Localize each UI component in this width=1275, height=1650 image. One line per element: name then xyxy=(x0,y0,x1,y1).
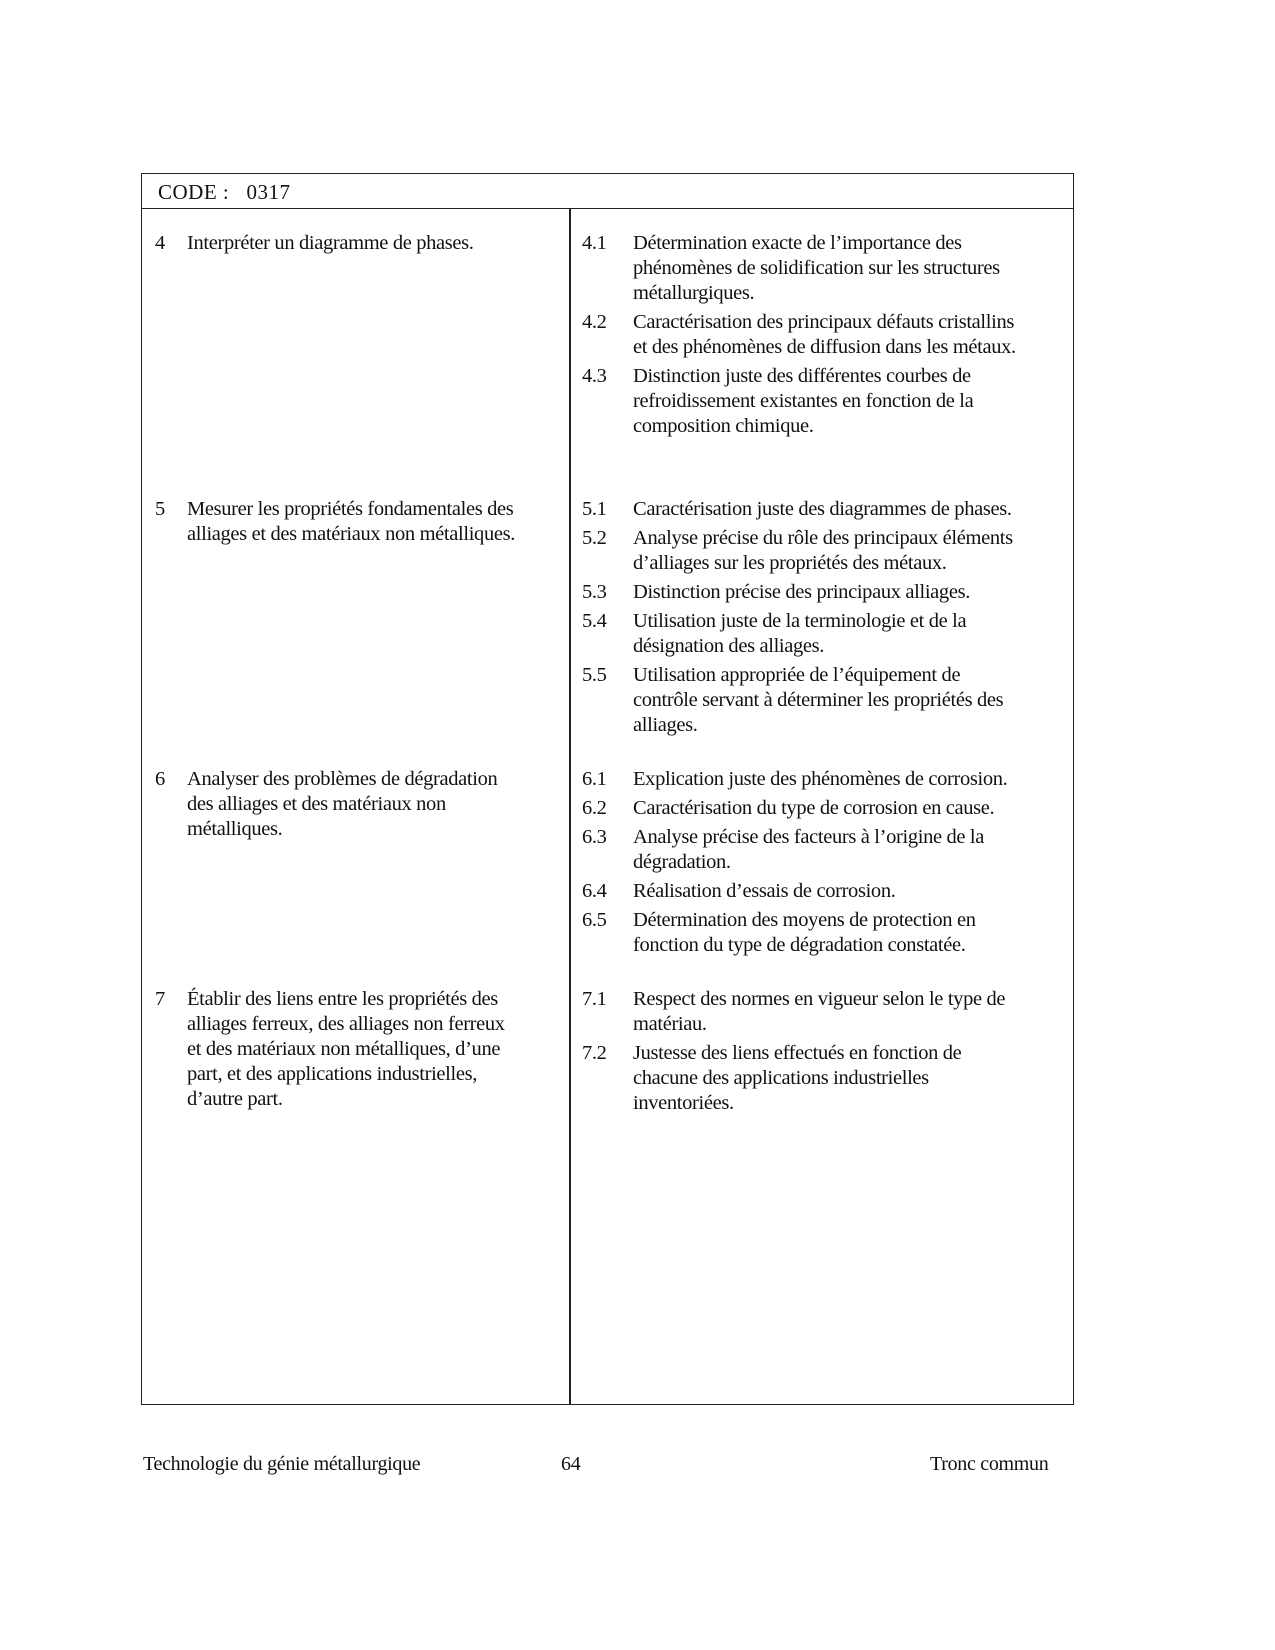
text-line: Distinction précise des principaux alliages. xyxy=(633,581,970,603)
text-line: alliages et des matériaux non métalliques. xyxy=(187,523,515,545)
text-line: Justesse des liens effectués en fonction de xyxy=(633,1042,962,1064)
text-line: Respect des normes en vigueur selon le type de xyxy=(633,988,1006,1010)
text-line: Caractérisation juste des diagrammes de phases. xyxy=(633,498,1012,520)
competency-item-text xyxy=(187,987,505,1112)
text-line: Distinction juste des différentes courbes de xyxy=(633,365,971,387)
text-line: composition chimique. xyxy=(633,415,814,437)
text-line: Utilisation juste de la terminologie et de la xyxy=(633,610,967,632)
criterion-item-text xyxy=(633,879,896,904)
page-number: 64 xyxy=(561,1453,581,1475)
code-value: 0317 xyxy=(246,180,291,204)
text-line: Utilisation appropriée de l’équipement de xyxy=(633,664,961,686)
competency-item-number: 6 xyxy=(155,768,165,790)
text-line: phénomènes de solidification sur les structures xyxy=(633,257,1000,279)
text-line: Détermination exacte de l’importance des xyxy=(633,232,962,254)
criterion-item-number: 5.5 xyxy=(582,664,607,686)
criterion-item-number: 6.3 xyxy=(582,826,607,848)
criterion-item-text xyxy=(633,609,966,659)
criterion-item-text xyxy=(633,987,1005,1037)
criterion-item-number: 6.2 xyxy=(582,797,607,819)
footer-title: Technologie du génie métallurgique xyxy=(143,1453,421,1475)
text-line: contrôle servant à déterminer les propriétés des xyxy=(633,689,1004,711)
text-line: Explication juste des phénomènes de corrosion. xyxy=(633,768,1008,790)
header-divider xyxy=(141,208,1074,209)
text-line: chacune des applications industrielles xyxy=(633,1067,929,1089)
criterion-item-number: 4.1 xyxy=(582,232,607,254)
text-line: Interpréter un diagramme de phases. xyxy=(187,232,474,254)
criterion-item-number: 5.1 xyxy=(582,498,607,520)
criterion-item-number: 5.2 xyxy=(582,527,607,549)
code-header xyxy=(158,180,291,205)
competency-item-number: 5 xyxy=(155,498,165,520)
criterion-item-number: 6.4 xyxy=(582,880,607,902)
text-line: inventoriées. xyxy=(633,1092,734,1114)
footer-program: Tronc commun xyxy=(930,1453,1049,1475)
text-line: Analyser des problèmes de dégradation xyxy=(187,768,498,790)
competency-item-number: 4 xyxy=(155,232,165,254)
criterion-item-number: 6.1 xyxy=(582,768,607,790)
text-line: et des matériaux non métalliques, d’une xyxy=(187,1038,501,1060)
text-line: Caractérisation du type de corrosion en cause. xyxy=(633,797,995,819)
text-line: alliages ferreux, des alliages non ferreux xyxy=(187,1013,505,1035)
criterion-item-text xyxy=(633,663,1003,738)
criterion-item-text xyxy=(633,497,1012,522)
criterion-item-number: 7.1 xyxy=(582,988,607,1010)
text-line: Caractérisation des principaux défauts cristallins xyxy=(633,311,1014,333)
competency-item-text xyxy=(187,767,497,842)
competency-item-number: 7 xyxy=(155,988,165,1010)
text-line: et des phénomènes de diffusion dans les métaux. xyxy=(633,336,1016,358)
text-line: Mesurer les propriétés fondamentales des xyxy=(187,498,514,520)
text-line: d’autre part. xyxy=(187,1088,283,1110)
criterion-item-number: 5.4 xyxy=(582,610,607,632)
criterion-item-text xyxy=(633,526,1013,576)
text-line: Établir des liens entre les propriétés des xyxy=(187,988,498,1010)
competency-item-text xyxy=(187,497,515,547)
criterion-item-number: 5.3 xyxy=(582,581,607,603)
text-line: alliages. xyxy=(633,714,698,736)
text-line: matériau. xyxy=(633,1013,707,1035)
text-line: part, et des applications industrielles, xyxy=(187,1063,478,1085)
text-line: Analyse précise des facteurs à l’origine de la xyxy=(633,826,985,848)
criterion-item-number: 4.2 xyxy=(582,311,607,333)
text-line: des alliages et des matériaux non xyxy=(187,793,446,815)
criterion-item-text xyxy=(633,364,973,439)
criterion-item-text xyxy=(633,310,1016,360)
text-line: Analyse précise du rôle des principaux éléments xyxy=(633,527,1013,549)
text-line: fonction du type de dégradation constatée. xyxy=(633,934,966,956)
text-line: désignation des alliages. xyxy=(633,635,825,657)
criterion-item-text xyxy=(633,825,984,875)
criterion-item-text xyxy=(633,767,1007,792)
text-line: Réalisation d’essais de corrosion. xyxy=(633,880,896,902)
criterion-item-number: 6.5 xyxy=(582,909,607,931)
text-line: refroidissement existantes en fonction de la xyxy=(633,390,974,412)
text-line: d’alliages sur les propriétés des métaux. xyxy=(633,552,947,574)
code-label: CODE : xyxy=(158,180,230,204)
text-line: métalliques. xyxy=(187,818,283,840)
criterion-item-text xyxy=(633,796,994,821)
criterion-item-text xyxy=(633,580,970,605)
text-line: dégradation. xyxy=(633,851,731,873)
column-divider xyxy=(569,209,571,1404)
text-line: métallurgiques. xyxy=(633,282,755,304)
criterion-item-number: 7.2 xyxy=(582,1042,607,1064)
criterion-item-text xyxy=(633,1041,961,1116)
competency-item-text xyxy=(187,231,474,256)
criterion-item-number: 4.3 xyxy=(582,365,607,387)
text-line: Détermination des moyens de protection en xyxy=(633,909,976,931)
criterion-item-text xyxy=(633,908,976,958)
criterion-item-text xyxy=(633,231,1000,306)
